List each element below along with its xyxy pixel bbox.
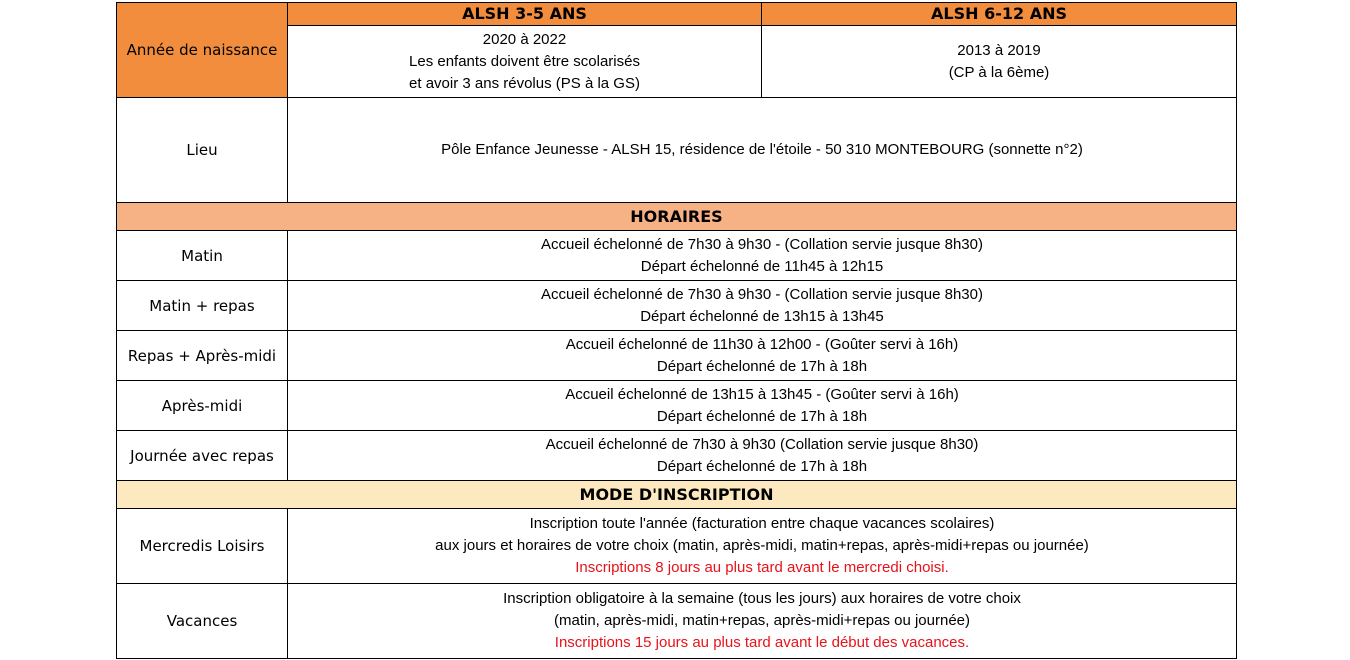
birth-6-12-line: (CP à la 6ème): [948, 63, 1050, 81]
birth-label: Année de naissance: [126, 40, 278, 59]
horaire-label: Matin: [117, 231, 288, 281]
birth-6-12-cell: [762, 26, 1237, 98]
inscription-section-row: [117, 481, 1237, 509]
horaire-row-matin-repas: [117, 281, 1237, 331]
lieu-label: Lieu: [117, 98, 288, 203]
vacances-label: Vacances: [117, 584, 288, 659]
horaire-line: Départ échelonné de 17h à 18h: [656, 407, 868, 425]
header-alsh-3-5: ALSH 3-5 ANS: [288, 3, 762, 26]
horaires-section-row: [117, 203, 1237, 231]
horaire-label: Repas + Après-midi: [117, 331, 288, 381]
lieu-row: [117, 98, 1237, 203]
birth-3-5-line: et avoir 3 ans révolus (PS à la GS): [409, 74, 640, 92]
header-row: [117, 3, 1237, 26]
horaire-value: [288, 231, 1237, 281]
vacances-line: (matin, après-midi, matin+repas, après-midi+repas ou journée): [553, 612, 970, 629]
horaire-line: Départ échelonné de 17h à 18h: [656, 357, 868, 375]
horaire-value: [288, 281, 1237, 331]
birth-3-5-line: Les enfants doivent être scolarisés: [409, 52, 640, 70]
lieu-value: Pôle Enfance Jeunesse - ALSH 15, résidence de l'étoile - 50 310 MONTEBOURG (sonnette n°2): [288, 98, 1237, 203]
horaire-row-journee: [117, 431, 1237, 481]
birth-3-5-cell: [288, 26, 762, 98]
horaire-row-repas-apres-midi: [117, 331, 1237, 381]
mercredis-note: Inscriptions 8 jours au plus tard avant le mercredi choisi.: [575, 559, 949, 576]
mercredis-line: aux jours et horaires de votre choix (matin, après-midi, matin+repas, après-midi+repas ou journée): [435, 537, 1089, 554]
vacances-row: [117, 584, 1237, 659]
birth-label-cell: [117, 3, 288, 98]
mercredis-line: Inscription toute l'année (facturation entre chaque vacances scolaires): [529, 515, 995, 532]
horaire-value: [288, 431, 1237, 481]
horaire-line: Accueil échelonné de 7h30 à 9h30 - (Collation servie jusque 8h30): [541, 235, 983, 253]
horaire-line: Départ échelonné de 13h15 à 13h45: [640, 307, 884, 325]
birth-3-5-line: 2020 à 2022: [482, 30, 567, 48]
horaire-label: Après-midi: [117, 381, 288, 431]
info-table: [116, 2, 1237, 659]
vacances-note: Inscriptions 15 jours au plus tard avant le début des vacances.: [554, 634, 970, 651]
horaire-line: Accueil échelonné de 7h30 à 9h30 - (Collation servie jusque 8h30): [541, 285, 983, 303]
mercredis-row: [117, 509, 1237, 584]
horaire-line: Accueil échelonné de 13h15 à 13h45 - (Goûter servi à 16h): [565, 385, 959, 403]
horaires-title: HORAIRES: [117, 203, 1237, 231]
horaire-label: Journée avec repas: [117, 431, 288, 481]
horaire-label: Matin + repas: [117, 281, 288, 331]
vacances-line: Inscription obligatoire à la semaine (tous les jours) aux horaires de votre choix: [503, 590, 1021, 607]
horaire-line: Départ échelonné de 11h45 à 12h15: [640, 257, 884, 275]
horaire-row-apres-midi: [117, 381, 1237, 431]
inscription-title: MODE D'INSCRIPTION: [117, 481, 1237, 509]
mercredis-value: [288, 509, 1237, 584]
header-alsh-6-12: ALSH 6-12 ANS: [762, 3, 1237, 26]
horaire-line: Départ échelonné de 17h à 18h: [656, 457, 868, 475]
horaire-line: Accueil échelonné de 7h30 à 9h30 (Collation servie jusque 8h30): [545, 435, 979, 453]
horaire-row-matin: [117, 231, 1237, 281]
mercredis-label: Mercredis Loisirs: [117, 509, 288, 584]
vacances-value: [288, 584, 1237, 659]
birth-6-12-line: 2013 à 2019: [957, 41, 1041, 59]
horaire-value: [288, 331, 1237, 381]
horaire-line: Accueil échelonné de 11h30 à 12h00 - (Goûter servi à 16h): [565, 335, 959, 353]
horaire-value: [288, 381, 1237, 431]
